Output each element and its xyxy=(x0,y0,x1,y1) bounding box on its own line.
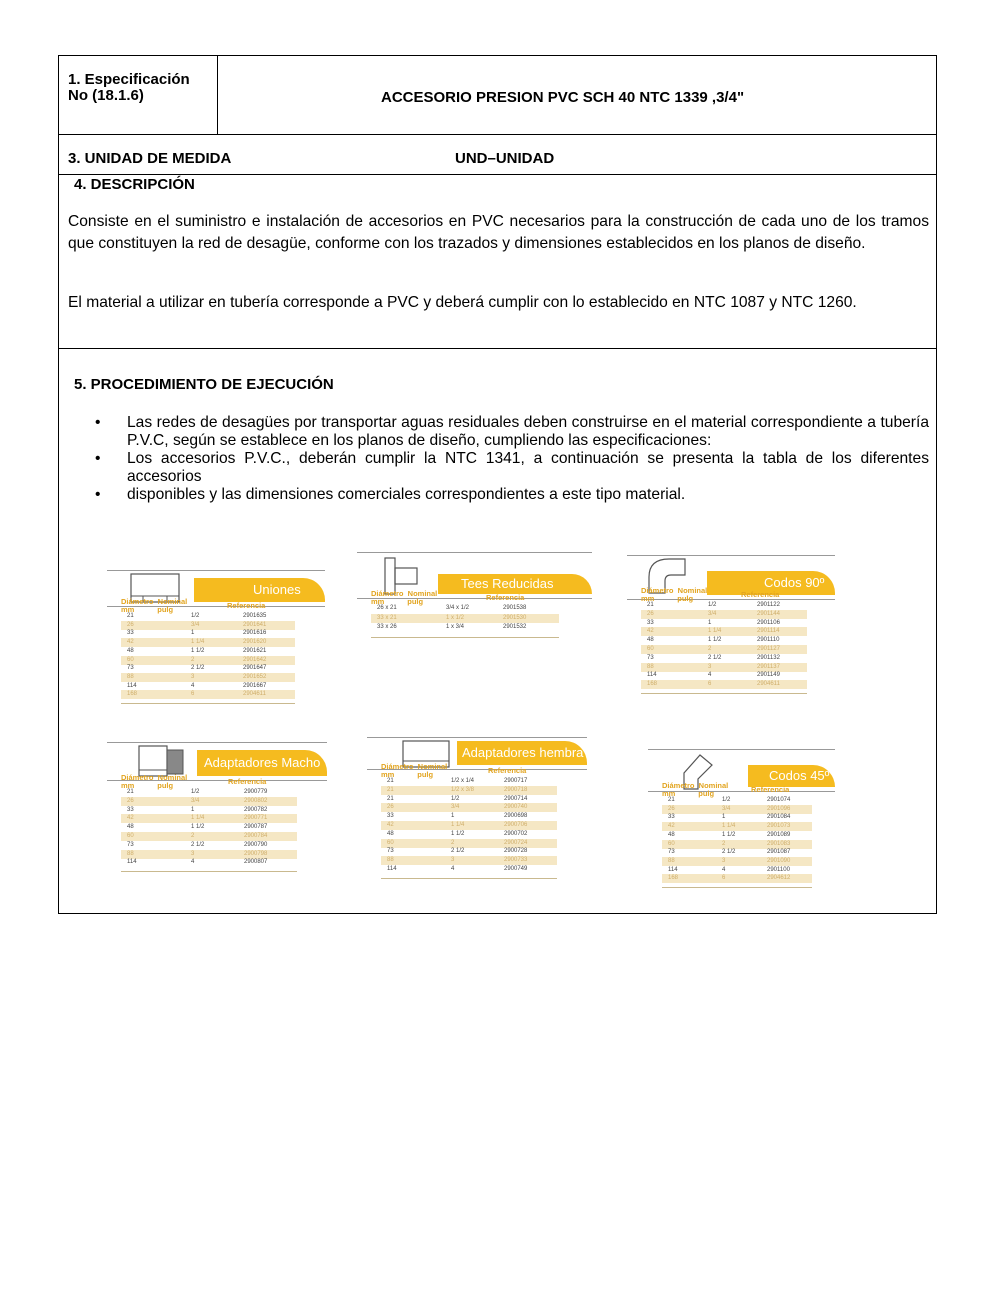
panel-title: Adaptadores hembra xyxy=(462,745,584,760)
catalog-panel xyxy=(367,733,587,898)
table-row: 33 1 2900698 xyxy=(387,813,528,820)
table-row: 21 1/2 2901122 xyxy=(647,602,780,608)
procedure-list xyxy=(95,414,929,504)
column-header-reference: Referencia xyxy=(488,766,527,775)
rule-line xyxy=(662,887,812,888)
table-row: 88 3 2901137 xyxy=(641,663,807,672)
table-row: 60 2 2900784 xyxy=(121,832,297,841)
spec-title: ACCESORIO PRESION PVC SCH 40 NTC 1339 ,3/4" xyxy=(381,89,745,106)
table-row: 42 1 1/4 2900771 xyxy=(121,814,297,823)
table-row: 73 2 1/2 2901087 xyxy=(668,849,791,856)
column-header-diameter: Diámetro Nominal mm pulg xyxy=(371,589,438,606)
table-row: 48 1 1/2 2900702 xyxy=(387,830,528,837)
table-row: 168 6 2904612 xyxy=(662,874,812,883)
column-header-reference: Referencia xyxy=(751,785,790,794)
unit-value: UND–UNIDAD xyxy=(455,150,555,167)
table-row: 33 1 2900782 xyxy=(127,806,268,813)
panel-title: Codos 90º xyxy=(764,575,825,590)
table-row: 60 2 2901642 xyxy=(121,656,295,665)
table-row: 21 1/2 x 1/4 2900717 xyxy=(387,778,528,784)
column-header-reference: Referencia xyxy=(486,593,525,602)
table-row: 60 2 2901127 xyxy=(641,645,807,654)
panel-title: Codos 45º xyxy=(769,768,830,783)
table-row: 168 6 2904611 xyxy=(641,680,807,689)
table-row: 33 1 2901106 xyxy=(647,619,780,626)
table-row: 60 2 2900724 xyxy=(381,839,557,848)
table-row: 33 1 2901084 xyxy=(668,814,791,821)
table-row: 114 4 2900807 xyxy=(127,859,268,866)
table-row: 48 1 1/2 2901089 xyxy=(668,831,791,838)
table-row: 48 1 1/2 2901110 xyxy=(647,637,780,644)
table-row: 114 4 2901149 xyxy=(647,672,780,679)
column-header-diameter: Diámetro Nominal mm pulg xyxy=(121,597,188,614)
list-item: • disponibles y las dimensiones comerciales correspondientes a este tipo material. xyxy=(95,486,686,503)
description-paragraph-2: El material a utilizar en tubería corresponde a PVC y deberá cumplir con lo establecido en NTC 1087 y NTC 1260. xyxy=(68,294,857,311)
table-row: 33 1 2901616 xyxy=(127,630,267,637)
unit-label: 3. UNIDAD DE MEDIDA xyxy=(68,150,232,167)
rule-line xyxy=(121,871,297,872)
table-row: 48 1 1/2 2901621 xyxy=(127,647,267,654)
table-row: 26 3/4 2900802 xyxy=(121,797,297,806)
table-row: 42 1 1/4 2901073 xyxy=(662,822,812,831)
table-row: 73 2 1/2 2900728 xyxy=(387,848,528,855)
panel-title: Uniones xyxy=(253,582,301,597)
catalog-panel xyxy=(627,551,835,716)
description-paragraph-1: Consiste en el suministro e instalación de accesorios en PVC necesarios para la construcción de cada uno de los tramos que constituyen la red de desagüe, conforme con los trazados y dimensiones establecidos en los planos de diseño. xyxy=(68,213,929,252)
table-row: 73 2 1/2 2900790 xyxy=(127,841,268,848)
table-row: 42 1 1/4 2900706 xyxy=(381,821,557,830)
table-row: 42 1 1/4 2901114 xyxy=(641,627,807,636)
table-row: 88 3 2900733 xyxy=(381,856,557,865)
catalog-panel xyxy=(648,745,835,910)
table-row: 26 3/4 2901144 xyxy=(641,610,807,619)
table-row: 33 x 26 1 x 3/4 2901532 xyxy=(377,624,527,630)
rule-line xyxy=(121,703,295,704)
table-row: 73 2 1/2 2901132 xyxy=(647,654,780,661)
table-row: 88 3 2901652 xyxy=(121,673,295,682)
table-row: 48 1 1/2 2900787 xyxy=(127,824,268,831)
table-row: 88 3 2900798 xyxy=(121,850,297,859)
table-row: 114 4 2900749 xyxy=(387,866,528,872)
column-header-diameter: Diámetro Nominal mm pulg xyxy=(641,586,708,603)
column-header-reference: Referencia xyxy=(741,590,780,599)
rule-line xyxy=(371,637,559,638)
spec-number-label: 1. Especificación No (18.1.6) xyxy=(68,71,190,104)
table-row: 26 3/4 2901096 xyxy=(662,805,812,814)
rule-line xyxy=(641,693,807,694)
table-row: 26 3/4 2901641 xyxy=(121,621,295,630)
procedure-heading: 5. PROCEDIMIENTO DE EJECUCIÓN xyxy=(74,376,334,393)
column-header-diameter: Diámetro Nominal mm pulg xyxy=(381,762,448,779)
column-header-diameter: Diámetro Nominal mm pulg xyxy=(121,773,188,790)
catalog-panel xyxy=(107,566,325,731)
table-row: 60 2 2901083 xyxy=(662,840,812,849)
rule-line xyxy=(381,878,557,879)
table-row: 21 1/2 x 3/8 2900718 xyxy=(381,786,557,795)
list-item: • Las redes de desagües por transportar aguas residuales deben construirse en el material correspondiente a tubería P.V.C, según se establece en los planos de diseño, cumpliendo las especificaciones: xyxy=(95,414,929,449)
description-heading: 4. DESCRIPCIÓN xyxy=(74,176,195,193)
table-row: 42 1 1/4 2901620 xyxy=(121,638,295,647)
column-header-reference: Referencia xyxy=(228,777,267,786)
section-divider xyxy=(59,348,936,349)
table-row: 26 3/4 2900740 xyxy=(381,803,557,812)
list-item: • Los accesorios P.V.C., deberán cumplir la NTC 1341, a continuación se presenta la tabla de los diferentes accesorios xyxy=(95,450,929,485)
table-row: 168 6 2904611 xyxy=(121,690,295,699)
unit-row xyxy=(59,134,936,175)
table-row: 88 3 2901090 xyxy=(662,857,812,866)
table-row: 73 2 1/2 2901647 xyxy=(127,665,267,672)
table-row: 114 4 2901667 xyxy=(127,682,267,689)
table-row: 21 1/2 2900714 xyxy=(387,795,528,802)
table-row: 114 4 2901100 xyxy=(668,866,790,873)
column-header-diameter: Diámetro Nominal mm pulg xyxy=(662,781,729,798)
cell-divider xyxy=(217,56,218,134)
catalog-panel xyxy=(107,738,327,903)
panel-title: Tees Reducidas xyxy=(461,576,554,591)
panel-title: Adaptadores Macho xyxy=(204,755,321,770)
table-row: 26 x 21 3/4 x 1/2 2901538 xyxy=(377,605,527,611)
table-row: 21 1/2 2901635 xyxy=(127,613,267,619)
table-row: 33 x 21 1 x 1/2 2901530 xyxy=(371,614,559,623)
spec-header-row xyxy=(59,56,936,135)
table-row: 21 1/2 2901074 xyxy=(668,797,791,803)
table-row: 21 1/2 2900779 xyxy=(127,789,268,795)
catalog-panel xyxy=(357,548,592,713)
column-header-reference: Referencia xyxy=(227,601,266,610)
